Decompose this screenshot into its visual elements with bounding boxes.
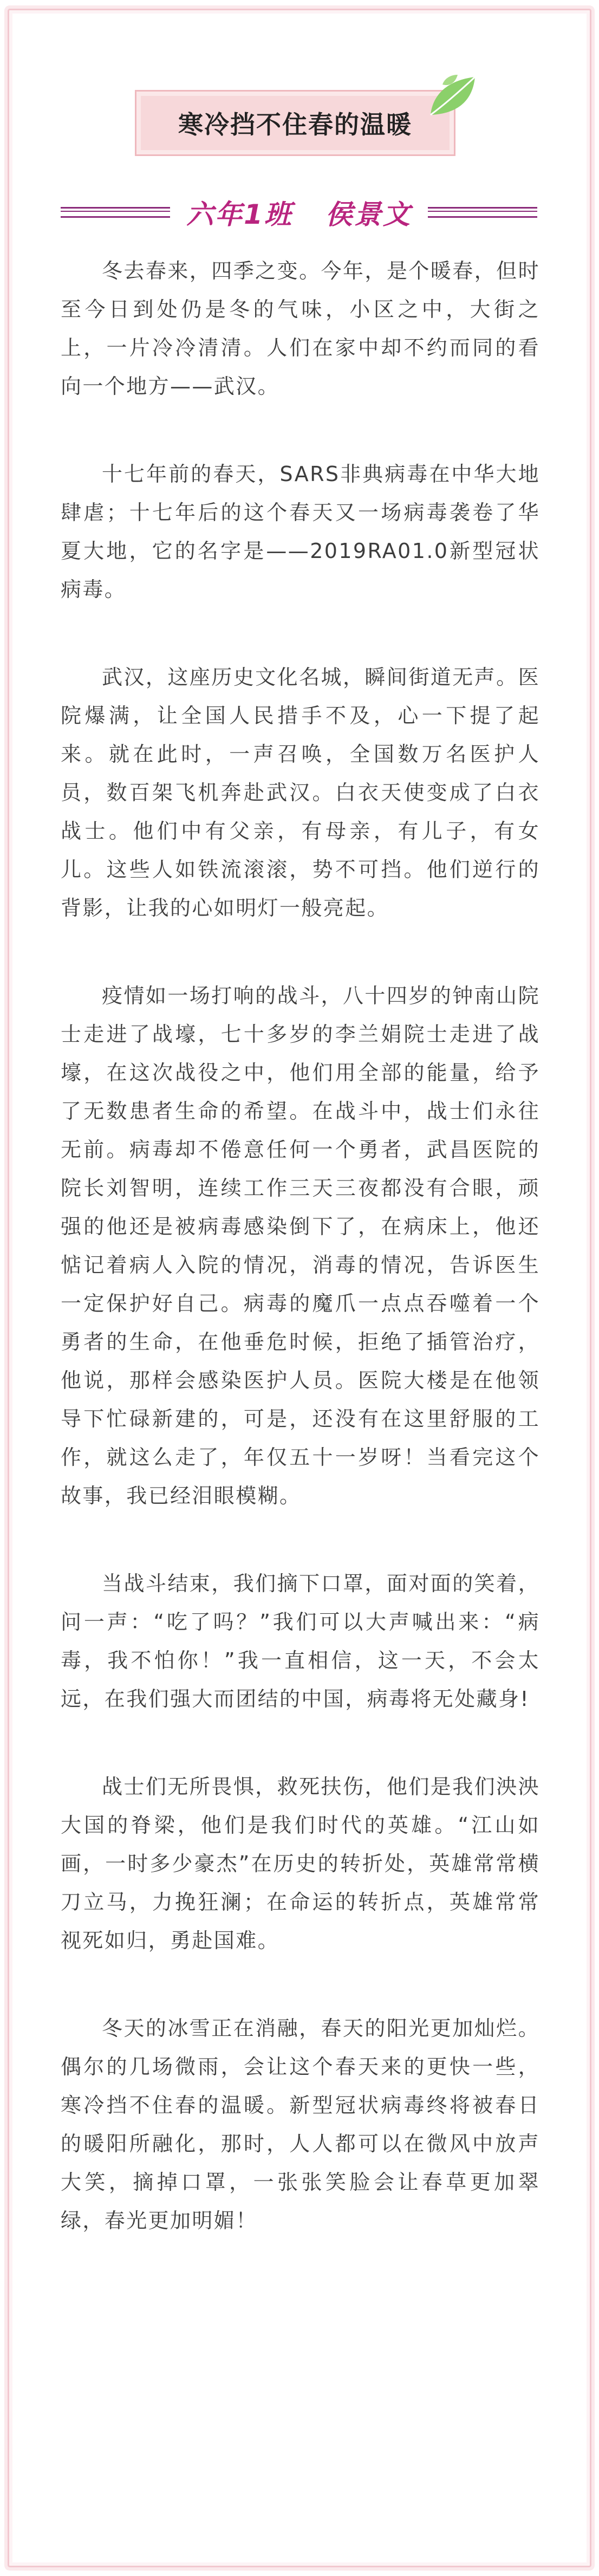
author-info [186, 193, 412, 232]
author-line [61, 191, 537, 234]
paragraph: 十七年前的春天，SARS非典病毒在中华大地肆虐；十七年后的这个春天又一场病毒袭卷了华夏大地，它的名字是——2019RA01.0新型冠状病毒。 [61, 462, 540, 601]
author-class: 六年1班 [186, 199, 293, 230]
leaf-icon [421, 73, 480, 121]
paragraph: 冬去春来，四季之变。今年，是个暖春，但时至今日到处仍是冬的气味，小区之中，大街之上，一片冷冷清清。人们在家中却不约而同的看向一个地方——武汉。 [61, 259, 540, 398]
title-box [135, 90, 455, 156]
paragraph: 当战斗结束，我们摘下口罩，面对面的笑着，问一声：“吃了吗？”我们可以大声喊出来：“病毒，我不怕你！”我一直相信，这一天，不会太远，在我们强大而团结的中国，病毒将无处藏身! [61, 1572, 540, 1711]
article-body [61, 252, 540, 2289]
paragraph: 战士们无所畏惧，救死扶伤，他们是我们泱泱大国的脊梁，他们是我们时代的英雄。“江山如画，一时多少豪杰”在历史的转折处，英雄常常横刀立马，力挽狂澜；在命运的转折点，英雄常常视死如归，勇赴国难。 [61, 1775, 540, 1952]
author-name: 侯景文 [325, 199, 412, 230]
paragraph: 武汉，这座历史文化名城，瞬间街道无声。医院爆满，让全国人民措手不及，心一下提了起来。就在此时，一声召唤，全国数万名医护人员，数百架飞机奔赴武汉。白衣天使变成了白衣战士。他们中有父亲，有母亲，有儿子，有女儿。这些人如铁流滚滚，势不可挡。他们逆行的背影，让我的心如明灯一般亮起。 [61, 665, 540, 920]
article-title: 寒冷挡不住春的温暖 [178, 110, 412, 139]
paragraph: 冬天的冰雪正在消融，春天的阳光更加灿烂。偶尔的几场微雨，会让这个春天来的更快一些，寒冷挡不住春的温暖。新型冠状病毒终将被春日的暖阳所融化，那时，人人都可以在微风中放声大笑，摘掉口罩，一张张笑脸会让春草更加翠绿，春光更加明媚！ [61, 2016, 540, 2233]
right-divider [428, 207, 537, 218]
title-banner [127, 81, 468, 168]
paragraph: 疫情如一场打响的战斗，八十四岁的钟南山院士走进了战壕，七十多岁的李兰娟院士走进了战壕，在这次战役之中，他们用全部的能量，给予了无数患者生命的希望。在战斗中，战士们永往无前。病毒却不倦意任何一个勇者，武昌医院的院长刘智明，连续工作三天三夜都没有合眼，顽强的他还是被病毒感染倒下了，在病床上，他还惦记着病人入院的情况，消毒的情况，告诉医生一定保护好自己。病毒的魔爪一点点吞噬着一个勇者的生命，在他垂危时候，拒绝了插管治疗，他说，那样会感染医护人员。医院大楼是在他领导下忙碌新建的，可是，还没有在这里舒服的工作，就这么走了，年仅五十一岁呀！当看完这个故事，我已经泪眼模糊。 [61, 984, 540, 1508]
left-divider [61, 207, 170, 218]
